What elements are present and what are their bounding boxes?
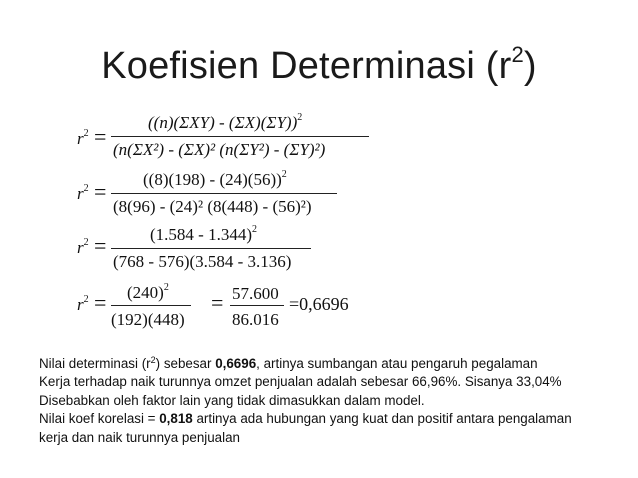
equation-lhs: $r^2$ — [77, 128, 89, 148]
equation-numerator: ((n)(ΣXY) - (ΣX)(ΣY))$^2$ — [148, 112, 303, 132]
equation-numerator: $(240)^2$ — [127, 282, 169, 302]
paragraph-line-3: Disebabkan oleh faktor lain yang tidak dimasukkan dalam model. — [39, 392, 425, 408]
equation-numerator: (1.584 - 1.344)$^2$ — [150, 224, 257, 244]
fraction-bar — [111, 193, 337, 194]
paragraph-line-4: Nilai koef korelasi = 0,818 artinya ada hubungan yang kuat dan positif antara pengalaman — [39, 411, 572, 427]
equation-denominator: (n(ΣX²) - (ΣX)² (n(ΣY²) - (ΣY)²) — [113, 140, 326, 159]
equals-sign: = — [94, 290, 107, 315]
equation-denominator: (768 - 576)(3.584 - 3.136) — [113, 252, 292, 271]
second-fraction-numerator: 57.600 — [232, 284, 279, 303]
result-value: =0,6696 — [289, 294, 349, 314]
equation-lhs: $r^2$ — [77, 183, 89, 203]
equals-sign: = — [94, 124, 107, 149]
equation-numerator: ((8)(198) - (24)(56))$^2$ — [143, 169, 287, 189]
slide-title — [0, 42, 638, 88]
fraction-bar — [111, 305, 191, 306]
explanation-paragraph — [39, 351, 629, 447]
equation-denominator: (8(96) - (24)² (8(448) - (56)²) — [113, 197, 312, 216]
paragraph-line-1: Nilai determinasi $(r^2)$ sebesar 0,6696, artinya sumbangan atau pengaruh pegalaman — [39, 355, 538, 371]
second-fraction-denominator: 86.016 — [232, 310, 279, 329]
correlation-value: 0,818 — [159, 411, 193, 427]
equals-sign: = — [94, 233, 107, 258]
equals-sign-middle: = — [211, 290, 224, 315]
equation-lhs: $r^2$ — [77, 237, 89, 257]
slide-title-superscript: 2 — [511, 42, 524, 67]
paragraph-line-2: Kerja terhadap naik turunnya omzet penjualan adalah sebesar 66,96%. Sisanya 33,04% — [39, 374, 562, 390]
fraction-bar — [230, 305, 284, 306]
equation-lhs: $r^2$ — [77, 294, 89, 314]
equals-sign: = — [94, 179, 107, 204]
fraction-bar — [111, 136, 369, 137]
slide-title-text: Koefisien Determinasi (r — [101, 45, 512, 87]
paragraph-line-5: kerja dan naik turunnya penjualan — [39, 429, 241, 445]
equation-denominator: (192)(448) — [111, 310, 185, 329]
fraction-bar — [111, 248, 311, 249]
slide-title-close: ) — [523, 45, 537, 87]
determination-value: 0,6696 — [215, 356, 257, 371]
